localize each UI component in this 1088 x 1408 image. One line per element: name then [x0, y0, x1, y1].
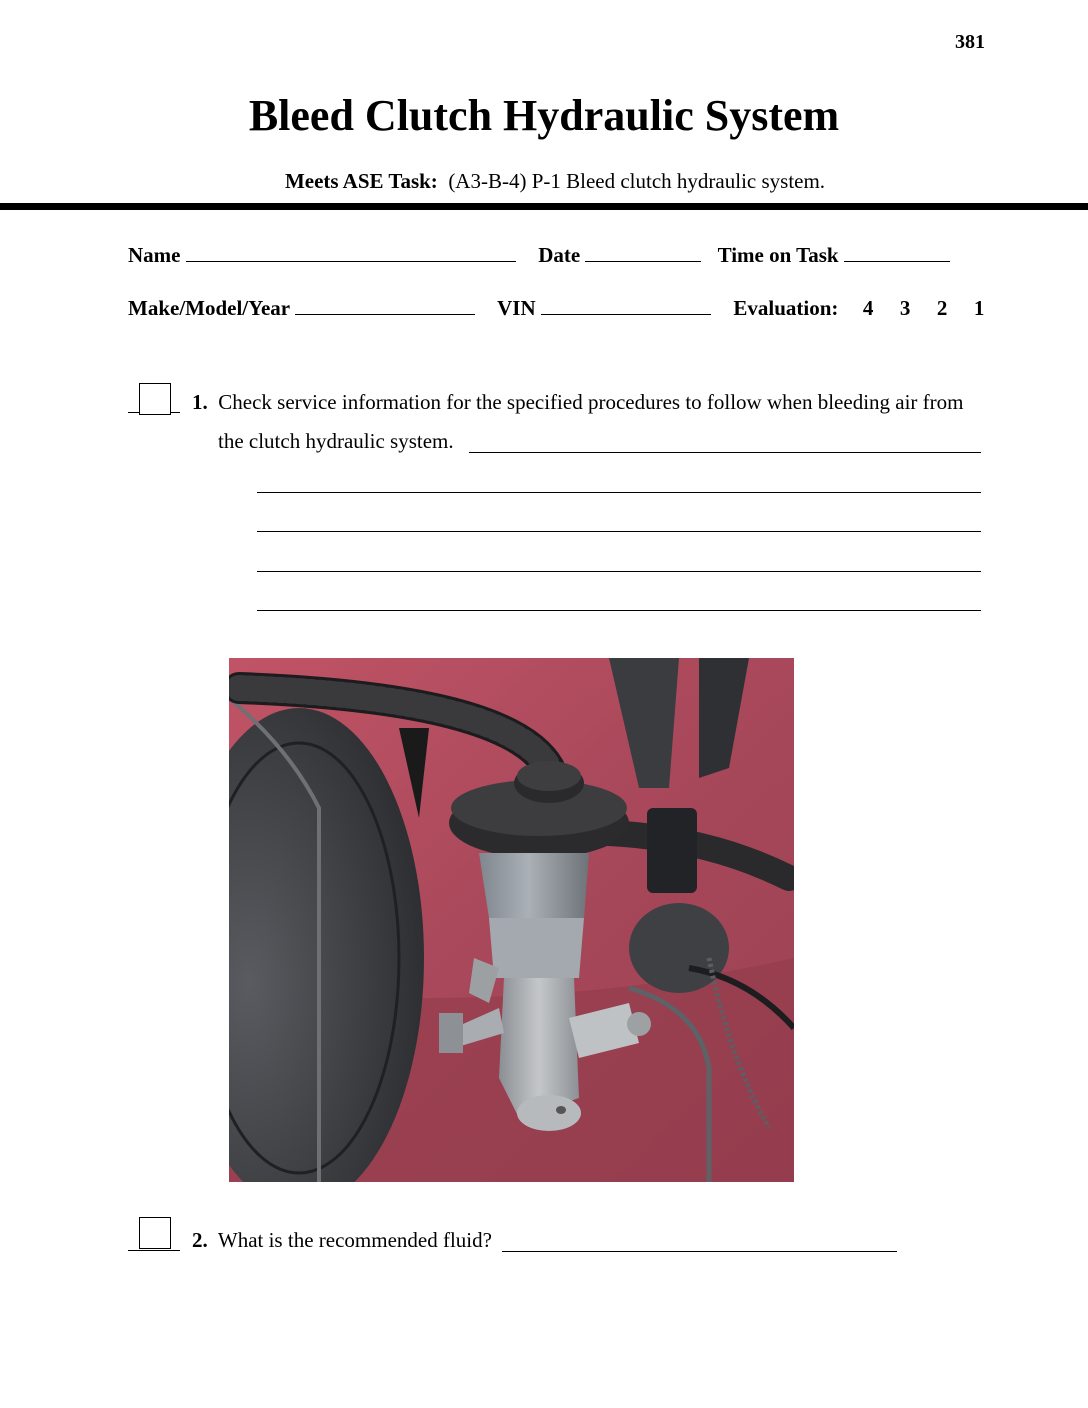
- time-on-task-label: Time on Task: [717, 243, 839, 267]
- vehicle-field-row: [128, 296, 984, 321]
- date-field[interactable]: [585, 243, 701, 262]
- make-model-year-label: Make/Model/Year: [128, 296, 290, 320]
- step1-checkbox[interactable]: [139, 383, 171, 415]
- step1-answer-line-1[interactable]: [469, 452, 981, 453]
- vin-field[interactable]: [541, 296, 711, 315]
- header-divider: [0, 203, 1088, 210]
- evaluation-score-1[interactable]: 1: [973, 296, 985, 320]
- step1-number: 1.: [192, 390, 208, 414]
- step1-text-line2-wrap: [218, 429, 454, 454]
- evaluation-score-2[interactable]: 2: [936, 296, 948, 320]
- step1-answer-line-3[interactable]: [257, 531, 981, 532]
- ase-task-text: (A3-B-4) P-1 Bleed clutch hydraulic system.: [448, 169, 826, 193]
- page-number: 381: [955, 31, 985, 53]
- vin-label: VIN: [497, 296, 536, 320]
- evaluation-score-3[interactable]: 3: [899, 296, 911, 320]
- step1-answer-line-2[interactable]: [257, 492, 981, 493]
- time-on-task-field[interactable]: [844, 243, 950, 262]
- step2-number: 2.: [192, 1228, 208, 1252]
- evaluation-label: Evaluation:: [733, 296, 839, 320]
- step1-answer-line-4[interactable]: [257, 571, 981, 572]
- step2-answer-line[interactable]: [502, 1251, 897, 1252]
- step1-text: [192, 390, 992, 415]
- page-title: Bleed Clutch Hydraulic System: [248, 91, 840, 140]
- step2-text-line1: What is the recommended fluid?: [217, 1228, 492, 1252]
- step2-checkbox[interactable]: [139, 1217, 171, 1249]
- ase-task-line: [0, 169, 1088, 194]
- evaluation-score-4[interactable]: 4: [862, 296, 874, 320]
- make-model-year-field[interactable]: [295, 296, 475, 315]
- name-field[interactable]: [186, 243, 516, 262]
- step1-answer-line-5[interactable]: [257, 610, 981, 611]
- step2-text: [192, 1228, 492, 1253]
- step2-checkoff-line: [128, 1250, 180, 1251]
- date-label: Date: [538, 243, 581, 267]
- clutch-master-cylinder-photo: [229, 658, 794, 1182]
- name-field-row: [128, 243, 950, 268]
- ase-task-label: Meets ASE Task:: [284, 169, 438, 193]
- name-label: Name: [128, 243, 181, 267]
- step1-text-line1: Check service information for the specified procedures to follow when bleeding air from: [218, 390, 964, 414]
- step1-text-line2: the clutch hydraulic system.: [218, 429, 454, 453]
